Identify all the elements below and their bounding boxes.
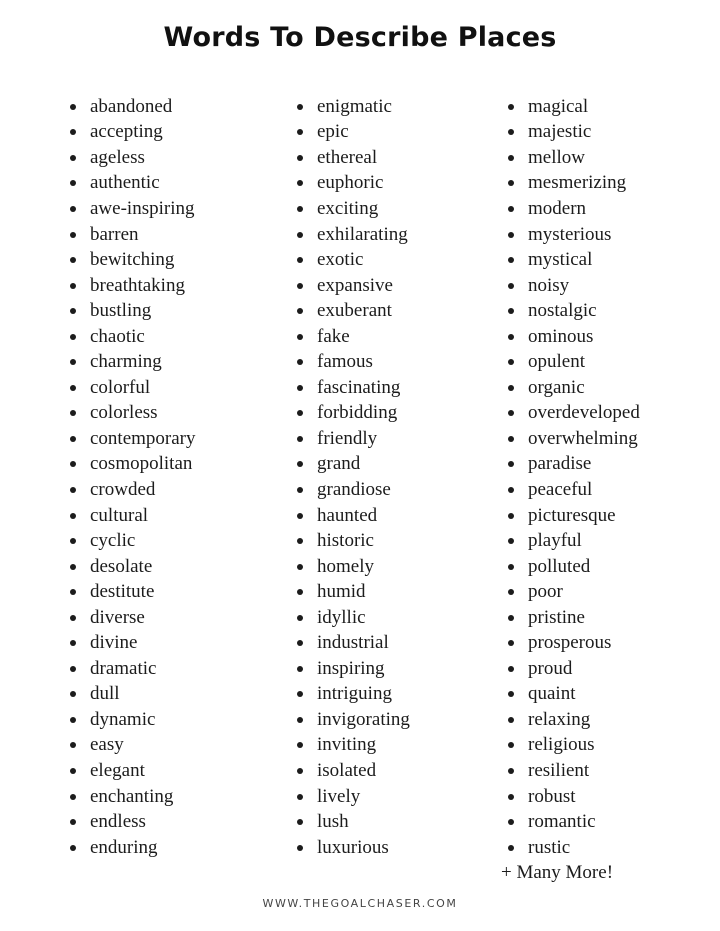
word-text: religious	[528, 734, 595, 756]
list-item	[508, 196, 640, 222]
bullet-icon	[297, 283, 303, 289]
list-item	[70, 273, 196, 299]
word-text: exuberant	[317, 300, 392, 322]
list-item	[508, 758, 640, 784]
list-item	[70, 682, 196, 708]
list-item	[70, 605, 196, 631]
list-item	[508, 401, 640, 427]
bullet-icon	[70, 819, 76, 825]
word-text: mysterious	[528, 223, 612, 245]
bullet-icon	[70, 334, 76, 340]
list-item	[297, 579, 410, 605]
list-item	[508, 784, 640, 810]
bullet-icon	[70, 180, 76, 186]
list-item	[297, 656, 410, 682]
bullet-icon	[508, 308, 514, 314]
bullet-icon	[297, 513, 303, 519]
bullet-icon	[508, 283, 514, 289]
word-column-3	[508, 94, 640, 860]
bullet-icon	[508, 794, 514, 800]
word-text: crowded	[90, 478, 156, 500]
bullet-icon	[297, 308, 303, 314]
bullet-icon	[70, 589, 76, 595]
list-item	[508, 375, 640, 401]
list-item	[297, 682, 410, 708]
bullet-icon	[297, 334, 303, 340]
word-text: majestic	[528, 121, 592, 143]
bullet-icon	[297, 155, 303, 161]
list-item	[297, 171, 410, 197]
list-item	[297, 145, 410, 171]
word-text: fascinating	[317, 376, 401, 398]
word-text: industrial	[317, 632, 389, 654]
bullet-icon	[508, 819, 514, 825]
bullet-icon	[508, 538, 514, 544]
word-text: mesmerizing	[528, 172, 627, 194]
page-title: Words To Describe Places	[163, 22, 557, 53]
word-text: robust	[528, 785, 576, 807]
bullet-icon	[70, 257, 76, 263]
bullet-icon	[70, 155, 76, 161]
list-item	[508, 298, 640, 324]
bullet-icon	[297, 436, 303, 442]
list-item	[297, 247, 410, 273]
list-item	[70, 298, 196, 324]
bullet-icon	[70, 410, 76, 416]
bullet-icon	[70, 691, 76, 697]
word-text: inspiring	[317, 657, 385, 679]
list-item	[508, 349, 640, 375]
word-text: romantic	[528, 811, 596, 833]
list-item	[508, 222, 640, 248]
list-item	[508, 630, 640, 656]
word-text: elegant	[90, 759, 145, 781]
bullet-icon	[508, 666, 514, 672]
word-text: chaotic	[90, 325, 145, 347]
word-text: opulent	[528, 351, 585, 373]
bullet-icon	[70, 283, 76, 289]
list-item	[508, 452, 640, 478]
list-item	[70, 579, 196, 605]
list-item	[70, 758, 196, 784]
bullet-icon	[508, 334, 514, 340]
bullet-icon	[70, 385, 76, 391]
word-text: proud	[528, 657, 573, 679]
list-item	[70, 554, 196, 580]
word-text: diverse	[90, 606, 145, 628]
word-text: colorful	[90, 376, 151, 398]
list-item	[297, 349, 410, 375]
list-item	[297, 298, 410, 324]
word-text: enchanting	[90, 785, 174, 807]
word-text: quaint	[528, 683, 576, 705]
list-item	[508, 656, 640, 682]
word-text: breathtaking	[90, 274, 185, 296]
list-item	[297, 784, 410, 810]
list-item	[70, 733, 196, 759]
list-item	[70, 630, 196, 656]
list-item	[297, 375, 410, 401]
word-text: forbidding	[317, 402, 398, 424]
bullet-icon	[508, 768, 514, 774]
bullet-icon	[297, 742, 303, 748]
word-text: exhilarating	[317, 223, 408, 245]
word-text: bustling	[90, 300, 152, 322]
bullet-icon	[297, 359, 303, 365]
word-text: resilient	[528, 759, 590, 781]
bullet-icon	[70, 845, 76, 851]
bullet-icon	[297, 410, 303, 416]
list-item	[297, 273, 410, 299]
list-item	[70, 247, 196, 273]
bullet-icon	[70, 768, 76, 774]
list-item	[70, 196, 196, 222]
list-item	[508, 324, 640, 350]
list-item	[297, 707, 410, 733]
word-text: lively	[317, 785, 361, 807]
word-text: noisy	[528, 274, 570, 296]
list-item	[297, 554, 410, 580]
bullet-icon	[70, 640, 76, 646]
word-text: paradise	[528, 453, 592, 475]
bullet-icon	[297, 487, 303, 493]
list-item	[297, 835, 410, 861]
list-item	[70, 171, 196, 197]
bullet-icon	[508, 742, 514, 748]
bullet-icon	[508, 410, 514, 416]
bullet-icon	[297, 104, 303, 110]
word-column-2	[297, 94, 410, 860]
list-item	[297, 477, 410, 503]
word-text: fake	[317, 325, 350, 347]
bullet-icon	[297, 615, 303, 621]
word-text: idyllic	[317, 606, 366, 628]
word-text: dynamic	[90, 708, 156, 730]
word-text: prosperous	[528, 632, 612, 654]
word-text: colorless	[90, 402, 158, 424]
word-text: nostalgic	[528, 300, 597, 322]
bullet-icon	[508, 155, 514, 161]
bullet-icon	[70, 742, 76, 748]
bullet-icon	[508, 513, 514, 519]
bullet-icon	[70, 794, 76, 800]
bullet-icon	[297, 232, 303, 238]
list-item	[70, 145, 196, 171]
list-item	[508, 426, 640, 452]
word-text: rustic	[528, 836, 571, 858]
list-item	[297, 452, 410, 478]
bullet-icon	[70, 129, 76, 135]
bullet-icon	[297, 385, 303, 391]
list-item	[297, 94, 410, 120]
word-text: inviting	[317, 734, 377, 756]
list-item	[297, 528, 410, 554]
bullet-icon	[508, 232, 514, 238]
list-item	[70, 401, 196, 427]
bullet-icon	[70, 359, 76, 365]
bullet-icon	[70, 206, 76, 212]
word-text: desolate	[90, 555, 153, 577]
list-item	[508, 145, 640, 171]
word-text: homely	[317, 555, 374, 577]
word-text: accepting	[90, 121, 163, 143]
bullet-icon	[70, 104, 76, 110]
list-item	[297, 503, 410, 529]
word-text: easy	[90, 734, 124, 756]
bullet-icon	[508, 461, 514, 467]
list-item	[508, 247, 640, 273]
list-item	[70, 528, 196, 554]
word-text: charming	[90, 351, 162, 373]
bullet-icon	[70, 461, 76, 467]
bullet-icon	[508, 206, 514, 212]
word-text: historic	[317, 530, 374, 552]
bullet-icon	[508, 640, 514, 646]
list-item	[297, 733, 410, 759]
bullet-icon	[508, 564, 514, 570]
list-item	[508, 554, 640, 580]
bullet-icon	[508, 717, 514, 723]
list-item	[70, 120, 196, 146]
footer-website: WWW.THEGOALCHASER.COM	[262, 897, 458, 910]
word-text: cyclic	[90, 530, 136, 552]
word-text: modern	[528, 197, 587, 219]
list-item	[70, 452, 196, 478]
bullet-icon	[297, 845, 303, 851]
bullet-icon	[297, 206, 303, 212]
bullet-icon	[70, 308, 76, 314]
list-item	[508, 835, 640, 861]
bullet-icon	[508, 436, 514, 442]
bullet-icon	[297, 538, 303, 544]
list-item	[297, 605, 410, 631]
bullet-icon	[70, 232, 76, 238]
word-text: pristine	[528, 606, 585, 628]
list-item	[70, 222, 196, 248]
word-text: ominous	[528, 325, 594, 347]
bullet-icon	[70, 538, 76, 544]
list-item	[297, 426, 410, 452]
word-text: grandiose	[317, 478, 391, 500]
bullet-icon	[70, 513, 76, 519]
word-text: picturesque	[528, 504, 616, 526]
word-text: grand	[317, 453, 361, 475]
word-text: invigorating	[317, 708, 410, 730]
bullet-icon	[297, 461, 303, 467]
word-text: abandoned	[90, 95, 173, 117]
word-text: cultural	[90, 504, 149, 526]
list-item	[70, 656, 196, 682]
list-item	[297, 809, 410, 835]
bullet-icon	[508, 129, 514, 135]
list-item	[70, 349, 196, 375]
list-item	[297, 120, 410, 146]
bullet-icon	[508, 104, 514, 110]
word-text: intriguing	[317, 683, 392, 705]
list-item	[70, 784, 196, 810]
word-text: bewitching	[90, 249, 175, 271]
word-text: overdeveloped	[528, 402, 640, 424]
many-more-note: + Many More!	[501, 862, 614, 883]
list-item	[508, 733, 640, 759]
word-text: dull	[90, 683, 120, 705]
bullet-icon	[297, 768, 303, 774]
bullet-icon	[297, 794, 303, 800]
list-item	[508, 528, 640, 554]
list-item	[508, 503, 640, 529]
word-text: friendly	[317, 427, 378, 449]
word-text: mystical	[528, 249, 593, 271]
list-item	[70, 835, 196, 861]
word-text: isolated	[317, 759, 377, 781]
word-text: contemporary	[90, 427, 196, 449]
list-item	[70, 477, 196, 503]
word-text: luxurious	[317, 836, 389, 858]
list-item	[297, 630, 410, 656]
word-text: lush	[317, 811, 349, 833]
list-item	[508, 605, 640, 631]
word-text: playful	[528, 530, 582, 552]
word-text: destitute	[90, 581, 155, 603]
word-text: exotic	[317, 249, 364, 271]
word-text: relaxing	[528, 708, 591, 730]
bullet-icon	[70, 666, 76, 672]
bullet-icon	[297, 129, 303, 135]
word-text: mellow	[528, 146, 585, 168]
word-text: exciting	[317, 197, 379, 219]
list-item	[508, 273, 640, 299]
word-text: barren	[90, 223, 139, 245]
bullet-icon	[508, 257, 514, 263]
list-item	[297, 401, 410, 427]
list-item	[508, 579, 640, 605]
bullet-icon	[297, 589, 303, 595]
list-item	[70, 375, 196, 401]
word-text: organic	[528, 376, 585, 398]
list-item	[297, 196, 410, 222]
list-item	[297, 758, 410, 784]
list-item	[70, 426, 196, 452]
word-text: divine	[90, 632, 138, 654]
word-text: expansive	[317, 274, 393, 296]
word-column-1	[70, 94, 196, 860]
word-text: endless	[90, 811, 146, 833]
bullet-icon	[508, 487, 514, 493]
bullet-icon	[70, 436, 76, 442]
list-item	[508, 171, 640, 197]
bullet-icon	[297, 666, 303, 672]
word-text: famous	[317, 351, 373, 373]
word-text: humid	[317, 581, 366, 603]
bullet-icon	[508, 385, 514, 391]
word-text: haunted	[317, 504, 378, 526]
word-text: ethereal	[317, 146, 378, 168]
word-text: authentic	[90, 172, 160, 194]
list-item	[70, 94, 196, 120]
word-text: magical	[528, 95, 589, 117]
list-item	[297, 324, 410, 350]
word-text: peaceful	[528, 478, 593, 500]
list-item	[70, 707, 196, 733]
bullet-icon	[508, 845, 514, 851]
word-text: polluted	[528, 555, 591, 577]
bullet-icon	[70, 717, 76, 723]
word-text: dramatic	[90, 657, 157, 679]
list-item	[70, 809, 196, 835]
word-text: euphoric	[317, 172, 384, 194]
word-text: enigmatic	[317, 95, 392, 117]
bullet-icon	[508, 359, 514, 365]
bullet-icon	[297, 640, 303, 646]
list-item	[508, 809, 640, 835]
bullet-icon	[297, 717, 303, 723]
word-text: awe-inspiring	[90, 197, 195, 219]
word-text: ageless	[90, 146, 145, 168]
bullet-icon	[70, 615, 76, 621]
bullet-icon	[297, 691, 303, 697]
list-item	[508, 682, 640, 708]
list-item	[70, 324, 196, 350]
bullet-icon	[508, 615, 514, 621]
word-text: poor	[528, 581, 563, 603]
bullet-icon	[297, 257, 303, 263]
bullet-icon	[297, 564, 303, 570]
bullet-icon	[508, 589, 514, 595]
list-item	[508, 94, 640, 120]
word-text: cosmopolitan	[90, 453, 193, 475]
list-item	[508, 120, 640, 146]
bullet-icon	[508, 691, 514, 697]
list-item	[508, 707, 640, 733]
word-text: enduring	[90, 836, 158, 858]
bullet-icon	[70, 564, 76, 570]
word-text: epic	[317, 121, 349, 143]
bullet-icon	[297, 819, 303, 825]
bullet-icon	[70, 487, 76, 493]
bullet-icon	[297, 180, 303, 186]
bullet-icon	[508, 180, 514, 186]
list-item	[297, 222, 410, 248]
list-item	[508, 477, 640, 503]
list-item	[70, 503, 196, 529]
word-text: overwhelming	[528, 427, 638, 449]
